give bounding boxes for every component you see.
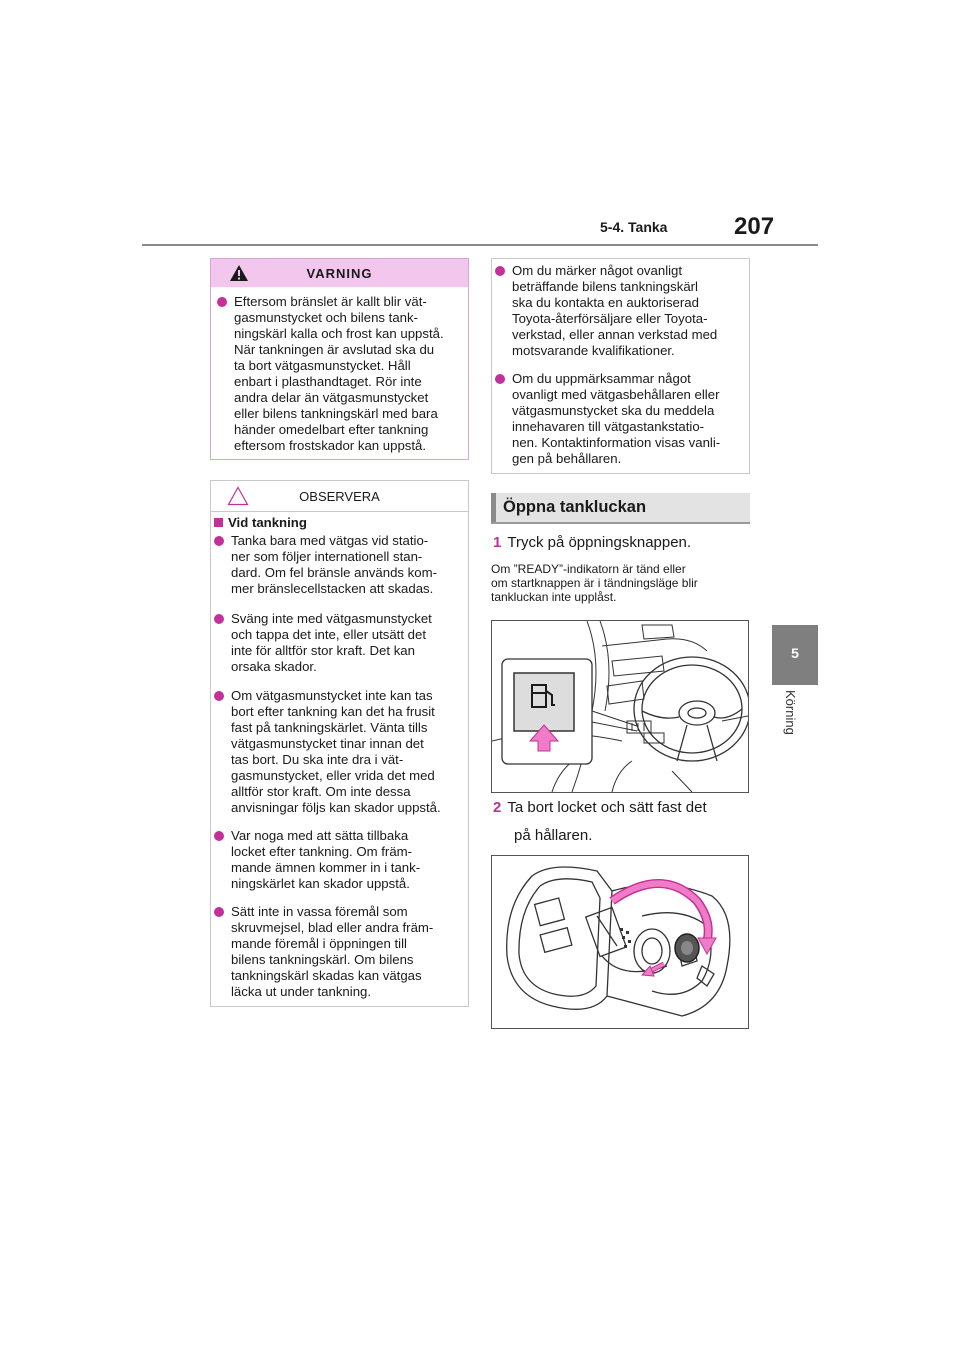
fuel-door-button-illustration [492, 621, 748, 792]
bullet-icon [495, 266, 505, 276]
text-line: om startknappen är i tändningsläge blir [491, 576, 698, 590]
bullet-icon [495, 374, 505, 384]
text-line: bilens tankningskärl. Om bilens [231, 952, 414, 967]
text-line: bort efter tankning kan det ha frusit [231, 704, 435, 719]
text-line: Om du märker något ovanligt [512, 263, 683, 278]
text-line: eftersom frostskador kan uppstå. [234, 438, 427, 453]
chapter-number: 5 [791, 645, 799, 661]
text-line: Sväng inte med vätgasmunstycket [231, 611, 432, 626]
warning-item [217, 294, 467, 454]
cap-holder-illustration [492, 856, 748, 1028]
text-line: inte för alltför stor kraft. Det kan [231, 643, 415, 658]
step-number: 1 [493, 534, 502, 551]
info-item [495, 371, 747, 467]
chapter-label-text: Körning [783, 690, 798, 735]
text-line: Tanka bara med vätgas vid statio- [231, 533, 429, 548]
text-line: tas bort. Du ska inte dra i vät- [231, 752, 404, 767]
text-line: beträffande bilens tankningskärl [512, 279, 698, 294]
step-text-line: på hållaren. [514, 827, 593, 844]
text-line: motsvarande kvalifikationer. [512, 343, 675, 358]
text-line: fast på tankningskärlet. Vänta tills [231, 720, 428, 735]
notice-title: OBSERVERA [299, 489, 380, 504]
text-line: När tankningen är avslutad ska du [234, 342, 435, 357]
notice-item [214, 688, 466, 816]
step-number: 2 [493, 799, 502, 816]
text-line: ningskärl kalla och frost kan uppstå. [234, 326, 444, 341]
text-line: vätgasmunstycket tinar innan det [231, 736, 424, 751]
text-line: tankluckan inte upplåst. [491, 590, 617, 604]
step-text: Tryck på öppningsknappen. [507, 534, 692, 551]
text-line: eller bilens tankningskärl med bara [234, 406, 438, 421]
chapter-label [783, 690, 809, 760]
warning-title: VARNING [306, 266, 373, 281]
text-line: ta bort vätgasmunstycket. Håll [234, 358, 411, 373]
text-line: Toyota-återförsäljare eller Toyota- [512, 311, 708, 326]
text-line: Var noga med att sätta tillbaka [231, 828, 409, 843]
text-line: orsaka skador. [231, 659, 317, 674]
text-line: ska du kontakta en auktoriserad [512, 295, 699, 310]
notice-item [214, 611, 466, 675]
fuel-cap-illustration [491, 855, 749, 1029]
text-line: mer bränslecellstacken att skadas. [231, 581, 434, 596]
text-line: läcka ut under tankning. [231, 984, 372, 999]
text-line: verkstad, eller annan verkstad med [512, 327, 718, 342]
step-text-line: Ta bort locket och sätt fast det [507, 799, 707, 816]
notice-box [210, 480, 469, 1007]
text-line: mande föremål i öppningen till [231, 936, 407, 951]
bullet-icon [214, 614, 224, 624]
text-line: och tappa det inte, eller utsätt det [231, 627, 427, 642]
notice-item [214, 828, 466, 892]
section-title: 5-4. Tanka [600, 219, 668, 235]
step-1-note [491, 562, 753, 604]
text-line: mande ämnen kommer in i tank- [231, 860, 421, 875]
text-line: alltför stor kraft. Om inte dessa [231, 784, 411, 799]
notice-subheading [214, 515, 466, 531]
text-line: ner som följer internationell stan- [231, 549, 423, 564]
bullet-icon [217, 297, 227, 307]
text-line: ovanligt med vätgasbehållaren eller [512, 387, 720, 402]
step-2 [493, 797, 755, 847]
text-line: Om vätgasmunstycket inte kan tas [231, 688, 433, 703]
notice-item [214, 533, 466, 597]
text-line: Sätt inte in vassa föremål som [231, 904, 408, 919]
text-line: enbart i plasthandtaget. Rör inte [234, 374, 422, 389]
text-line: ningskärlet kan skador uppstå. [231, 876, 410, 891]
page-number: 207 [734, 213, 775, 240]
section-heading-text: Öppna tankluckan [503, 498, 647, 516]
heading-accent [491, 493, 496, 522]
text-line: Om ”READY”-indikatorn är tänd eller [491, 562, 686, 576]
info-item [495, 263, 747, 359]
bullet-icon [214, 536, 224, 546]
notice-item [214, 904, 466, 1000]
text-line: händer omedelbart efter tankning [234, 422, 429, 437]
bullet-icon [214, 831, 224, 841]
text-line: innehavaren till vätgastankstatio- [512, 419, 705, 434]
warning-box [210, 258, 469, 460]
text-line: nen. Kontaktinformation visas vanli- [512, 435, 721, 450]
notice-header [211, 481, 468, 512]
text-line: gasmunstycket och bilens tank- [234, 310, 418, 325]
subheading-text: Vid tankning [228, 515, 307, 530]
text-line: Eftersom bränslet är kallt blir vät- [234, 294, 427, 309]
dashboard-illustration [491, 620, 749, 793]
text-line: gen på behållaren. [512, 451, 622, 466]
header-rule [142, 244, 818, 246]
warning-header [211, 259, 468, 287]
text-line: dard. Om fel bränsle används kom- [231, 565, 437, 580]
text-line: gasmunstycket, eller vrida det med [231, 768, 435, 783]
text-line: skruvmejsel, blad eller andra främ- [231, 920, 434, 935]
text-line: locket efter tankning. Om främ- [231, 844, 413, 859]
square-bullet-icon [214, 518, 223, 527]
text-line: andra delar än vätgasmunstycket [234, 390, 429, 405]
bullet-icon [214, 907, 224, 917]
bullet-icon [214, 691, 224, 701]
text-line: tankningskärl skadas kan vätgas [231, 968, 422, 983]
section-heading [491, 493, 750, 524]
step-1 [493, 532, 753, 554]
text-line: vätgasmunstycket ska du meddela [512, 403, 715, 418]
info-box [491, 258, 750, 474]
text-line: Om du uppmärksammar något [512, 371, 691, 386]
text-line: anvisningar följs kan skador uppstå. [231, 800, 441, 815]
